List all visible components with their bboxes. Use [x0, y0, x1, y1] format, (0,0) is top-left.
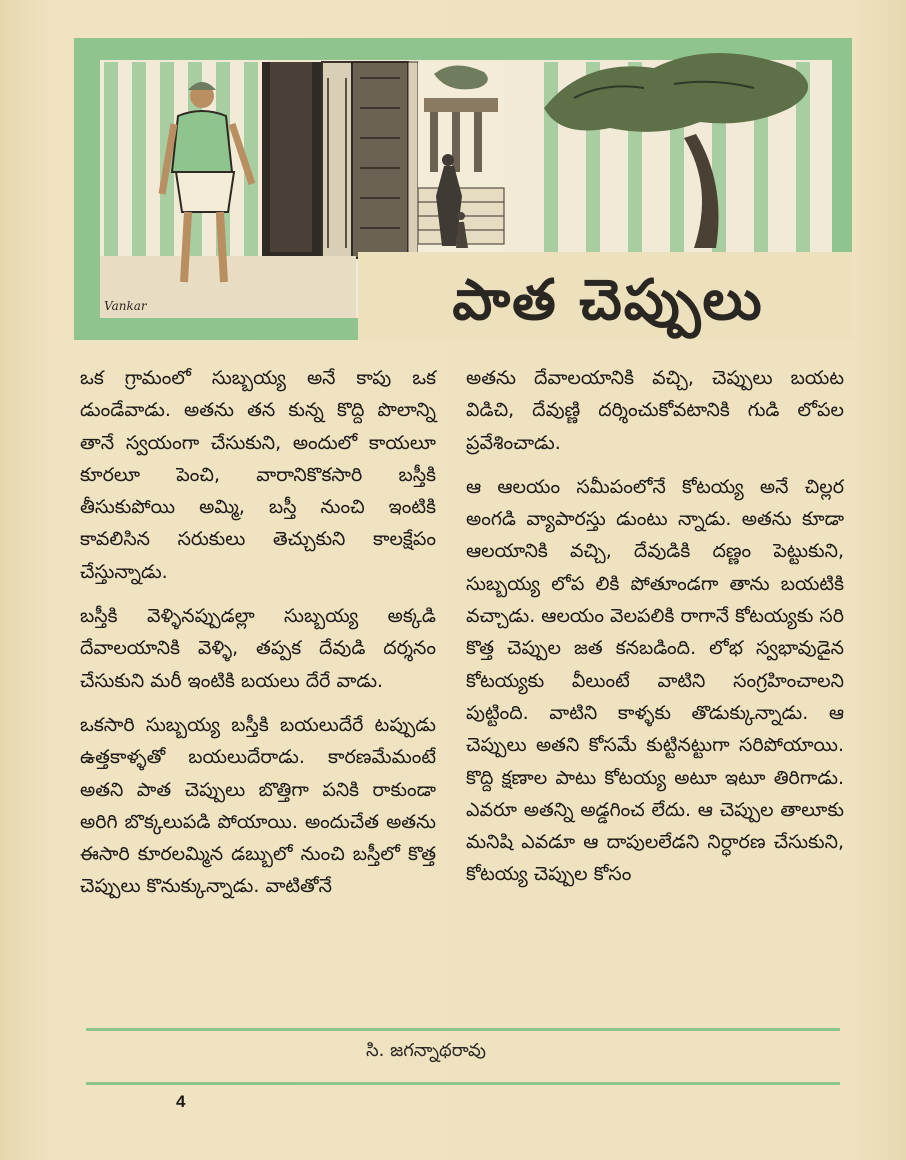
divider-bottom	[86, 1082, 840, 1085]
paragraph: బస్తీకి వెళ్ళినప్పుడల్లా సుబ్బయ్య అక్కడి దేవాలయానికి వెళ్ళి, తప్పక దేవుడి దర్శనం చేసుకుని మరీ ఇంటికి బయలు దేరే వాడు.	[80, 605, 436, 692]
divider-top	[86, 1028, 840, 1031]
right-column	[466, 362, 844, 903]
paragraph: ఒకసారి సుబ్బయ్య బస్తీకి బయలుదేరే టప్పుడు ఉత్తకాళ్ళతో బయలుదేరాడు. కారణమేమంటే అతని పాత చెప్పులు బొత్తిగా పనికి రాకుండా అరిగి బొక్కలుపడి పోయాయి. అందుచేత అతను ఈసారి కూరలమ్మిన డబ్బులో నుంచి బస్తీలో కొత్త చెప్పులు కొనుక్కున్నాడు. వాటితోనే	[80, 713, 436, 898]
paragraph: ఆ ఆలయం సమీపంలోనే కోటయ్య అనే చిల్లర అంగడి వ్యాపారస్తు డుంటు న్నాడు. అతను కూడా ఆలయానికి వచ్చి, దేవుడికి దణ్ణం పెట్టుకుని, సుబ్బయ్య లోప లికి పోతూండగా తాను బయటికి వచ్చాడు. ఆలయం వెలపలికి రాగానే కోటయ్యకు సరి కొత్త చెప్పుల జత కనబడింది. లోభ స్వభావుడైన కోటయ్యకు వీలుంటే వాటిని సంగ్రహించాలని పుట్టింది. వాటిని కాళ్ళకు తొడుక్కున్నాడు. ఆ చెప్పులు అతని కోసమే కుట్టినట్టుగా సరిపోయాయి. కొద్ది క్షణాల పాటు కోటయ్య అటూ ఇటూ తిరిగాడు. ఎవరూ అతన్ని అడ్డగించ లేదు. ఆ చెప్పుల తాలూకు మనిషి ఎవడూ ఆ దాపులలేడని నిర్ధారణ చేసుకుని, కోటయ్య చెప్పుల కోసం	[466, 475, 844, 886]
paragraph: ఒక గ్రామంలో సుబ్బయ్య అనే కాపు ఒక డుండేవాడు. అతను తన కున్న కొద్ది పొలాన్ని తానే స్వయంగా చేసుకుని, అందులో కాయలూ కూరలూ పెంచి, వారానికొకసారి బస్తీకి తీసుకుపోయి అమ్మి, బస్తీ నుంచి ఇంటికి కావలిసిన సరుకులు తెచ్చుకుని కాలక్షేపం చేస్తున్నాడు.	[80, 367, 436, 583]
page-number: 4	[176, 1092, 186, 1111]
story-title: పాత చెప్పులు	[452, 267, 764, 333]
author-credit: సి. జగన్నాథరావు	[366, 1040, 487, 1061]
svg-text:Vankar: Vankar	[104, 299, 147, 313]
left-column	[80, 362, 436, 915]
paragraph: అతను దేవాలయానికి వచ్చి, చెప్పులు బయట విడిచి, దేవుణ్ణి దర్శించుకోవటానికి గుడి లోపల ప్రవేశించాడు.	[466, 367, 844, 454]
